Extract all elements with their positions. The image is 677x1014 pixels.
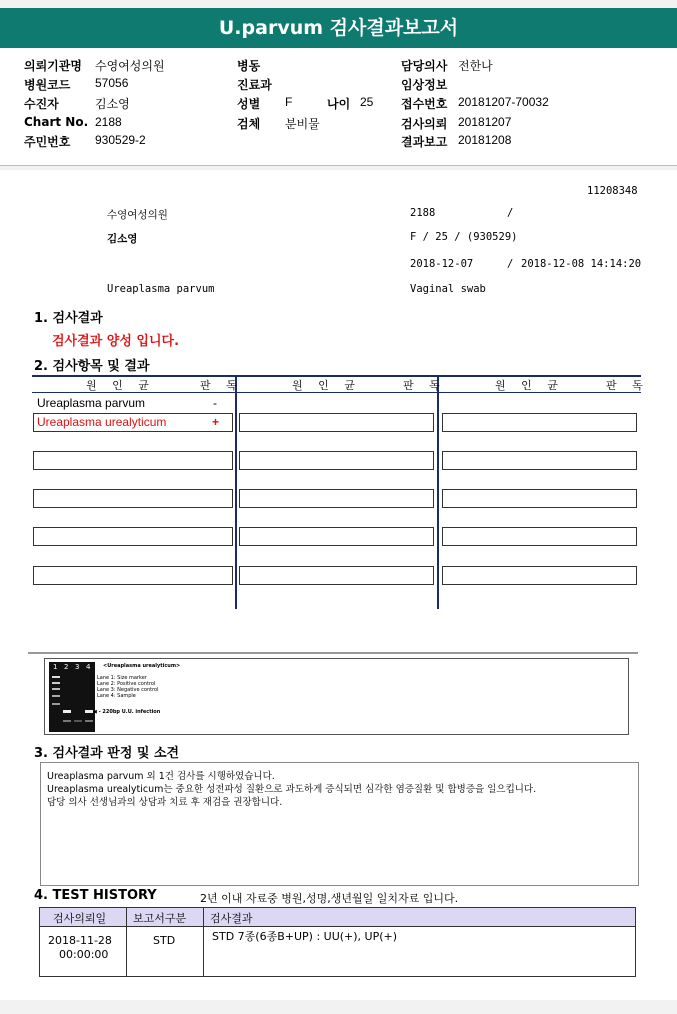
result-cell — [33, 451, 233, 470]
clinical-label: 임상정보 — [401, 78, 448, 92]
request-label: 검사의뢰 — [401, 117, 448, 131]
report-request-date: 2018-12-07 — [410, 258, 474, 270]
section4-title: 4. TEST HISTORY — [34, 888, 157, 903]
code-value: 57056 — [95, 76, 129, 90]
history-header-date: 검사의뢰일 — [53, 912, 107, 925]
gel-arrow-label: ◀ - 220bp U.U. infection — [93, 709, 161, 715]
column-header-organism: 원 인 균 — [292, 379, 361, 392]
gel-electrophoresis-figure — [44, 658, 629, 735]
result-cell — [239, 413, 434, 432]
section-separator — [28, 652, 638, 654]
report-date-sep: / — [507, 258, 514, 270]
header-panel — [0, 48, 677, 166]
opinion-line: Ureaplasma urealyticum는 중요한 성전파성 질환으로 과도하게 증식되면 심각한 염증질환 및 합병증을 일으킵니다. — [47, 784, 537, 795]
ward-label: 병동 — [237, 59, 261, 73]
specimen-label: 검체 — [237, 117, 261, 131]
report-chart: 2188 — [410, 207, 436, 219]
column-header-judgement: 판 독 — [403, 379, 446, 392]
lane-label: 1 — [53, 663, 58, 671]
result-cell — [239, 566, 434, 585]
id-label: 주민번호 — [24, 135, 71, 149]
section2-title: 2. 검사항목 및 결과 — [34, 359, 150, 374]
organism-name: Ureaplasma urealyticum — [37, 415, 167, 429]
opinion-line: 담당 의사 선생님과의 상담과 치료 후 재검을 권장합니다. — [47, 797, 283, 808]
doc-number: 11208348 — [587, 185, 638, 197]
doctor-value: 전한나 — [458, 59, 493, 73]
history-header-type: 보고서구분 — [133, 912, 187, 925]
opinion-box — [40, 762, 639, 886]
report-sex-age: F / 25 / (930529) — [410, 231, 518, 243]
report-value: 20181208 — [458, 133, 512, 147]
id-value: 930529-2 — [95, 133, 146, 147]
receipt-label: 접수번호 — [401, 97, 448, 111]
result-cell — [442, 527, 637, 546]
organism-result: + — [212, 415, 220, 429]
report-title: U.parvum 검사결과보고서 — [0, 8, 677, 48]
history-header-result: 검사결과 — [210, 912, 253, 925]
gel-legend: Lane 2: Positive control — [97, 681, 156, 687]
report-specimen: Vaginal swab — [410, 283, 486, 295]
report-report-date: 2018-12-08 14:14:20 — [521, 258, 642, 270]
chart-label: Chart No. — [24, 115, 89, 129]
gel-image — [49, 662, 95, 732]
result-cell — [33, 489, 233, 508]
dept-label: 진료과 — [237, 78, 272, 92]
history-result: STD 7종(6종B+UP) : UU(+), UP(+) — [212, 930, 398, 943]
history-type: STD — [153, 934, 176, 947]
chart-value: 2188 — [95, 115, 122, 129]
organism-name: Ureaplasma parvum — [37, 396, 146, 410]
result-cell — [239, 451, 434, 470]
gel-legend: Lane 1: Size marker — [97, 675, 147, 681]
column-header-organism: 원 인 균 — [495, 379, 564, 392]
result-cell — [442, 566, 637, 585]
lane-label: 3 — [75, 663, 80, 671]
result-cell — [442, 413, 637, 432]
organism-result: - — [213, 396, 217, 410]
column-divider — [437, 375, 439, 609]
column-header-judgement: 판 독 — [606, 379, 649, 392]
result-cell — [442, 489, 637, 508]
report-hospital: 수영여성의원 — [107, 209, 168, 221]
specimen-value: 분비물 — [285, 117, 320, 131]
history-note: 2년 이내 자료중 병원,성명,생년월일 일치자료 입니다. — [200, 892, 459, 905]
code-label: 병원코드 — [24, 78, 71, 92]
history-time: 00:00:00 — [59, 948, 109, 961]
age-label: 나이 — [327, 97, 351, 111]
patient-label: 수진자 — [24, 97, 59, 111]
column-header-judgement: 판 독 — [200, 379, 243, 392]
hospital-value: 수영여성의원 — [95, 59, 165, 73]
report-label: 결과보고 — [401, 135, 448, 149]
lane-label: 2 — [64, 663, 69, 671]
report-test-name: Ureaplasma parvum — [107, 283, 215, 295]
request-value: 20181207 — [458, 115, 512, 129]
receipt-value: 20181207-70032 — [458, 95, 549, 109]
gel-legend: Lane 4: Sample — [97, 693, 136, 699]
hospital-label: 의뢰기관명 — [24, 59, 82, 73]
result-cell — [33, 566, 233, 585]
report-chart-sep: / — [507, 207, 514, 219]
gel-legend: Lane 3: Negative control — [97, 687, 159, 693]
sex-label: 성별 — [237, 97, 261, 111]
result-cell — [239, 527, 434, 546]
result-cell — [33, 527, 233, 546]
doctor-label: 담당의사 — [401, 59, 448, 73]
history-date: 2018-11-28 — [48, 934, 112, 947]
patient-value: 김소영 — [95, 97, 130, 111]
opinion-line: Ureaplasma parvum 외 1건 검사를 시행하였습니다. — [47, 771, 275, 782]
sex-value: F — [285, 95, 293, 109]
section3-title: 3. 검사결과 판정 및 소견 — [34, 746, 180, 761]
gel-bands — [49, 662, 95, 732]
report-body — [0, 170, 677, 1000]
section1-title: 1. 검사결과 — [34, 311, 103, 326]
history-table — [39, 907, 636, 977]
result-summary: 검사결과 양성 입니다. — [52, 334, 180, 349]
column-divider — [235, 375, 237, 609]
report-patient: 김소영 — [107, 233, 138, 245]
gel-title: <Ureaplasma urealyticum> — [103, 663, 181, 669]
result-cell — [442, 451, 637, 470]
lane-label: 4 — [86, 663, 91, 671]
column-header-organism: 원 인 균 — [86, 379, 155, 392]
age-value: 25 — [360, 95, 374, 109]
result-cell — [239, 489, 434, 508]
